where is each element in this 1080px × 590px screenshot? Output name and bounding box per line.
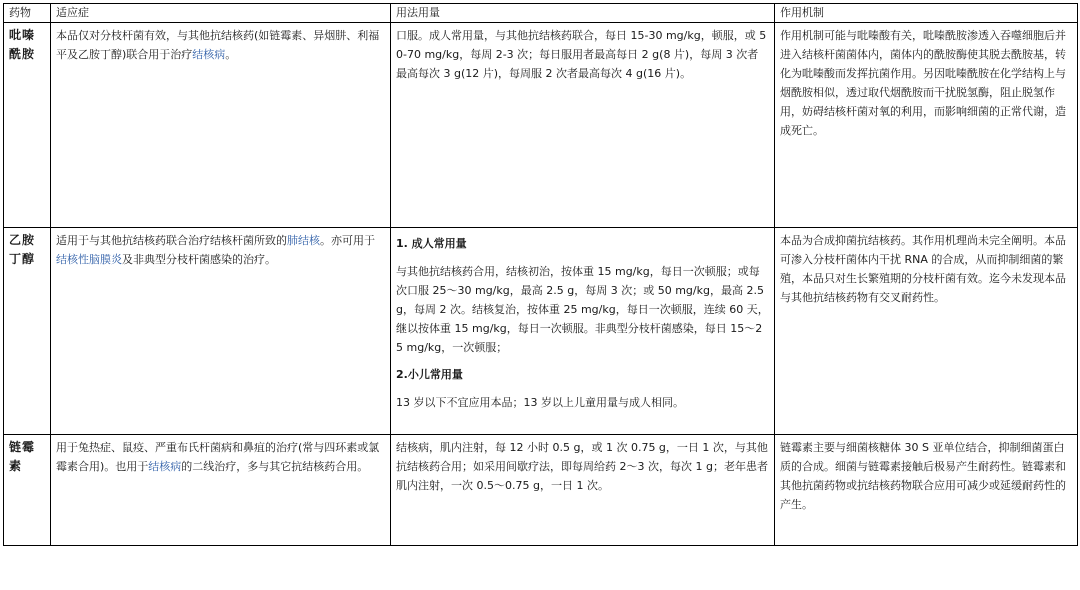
dosage-paragraph: 与其他抗结核药合用，结核初治，按体重 15 mg/kg，每日一次顿服；或每次口服 25～30 mg/kg，最高 2.5 g，每周 3 次；或 50 mg/kg，最高 2.5 g，每周 2 次。结核复治，按体重 25 mg/kg，每日一次顿服，连续 60 天，继以按体重 15 mg/kg，每日一次顿服。非典型分枝杆菌感染，每日 15～25 mg/kg，一次顿服； [396, 265, 769, 354]
indication-text: 适用于与其他抗结核药联合治疗结核杆菌所致的 [56, 234, 287, 247]
header-indication: 适应症 [51, 4, 391, 23]
indication-text: 。亦可用于 [320, 234, 375, 247]
table-row [4, 23, 1078, 228]
indication-tail: 。 [225, 48, 237, 61]
drug-name-cell: 链霉素 [4, 435, 51, 546]
mechanism-cell: 链霉素主要与细菌核糖体 30 S 亚单位结合，抑制细菌蛋白质的合成。细菌与链霉素接触后极易产生耐药性。链霉素和其他抗菌药物或抗结核药物联合应用可减少或延缓耐药性的产生。 [775, 435, 1078, 546]
tuberculosis-link[interactable]: 结核病 [192, 48, 226, 61]
dosage-subheading: 2.小儿常用量 [396, 368, 463, 381]
indication-cell [51, 435, 391, 546]
pulmonary-tuberculosis-link[interactable]: 肺结核 [287, 234, 320, 247]
drug-name-cell: 乙胺丁醇 [4, 228, 51, 435]
dosage-cell: 结核病，肌内注射，每 12 小时 0.5 g，或 1 次 0.75 g，一日 1 次，与其他抗结核药合用；如采用间歇疗法，即每周给药 2～3 次，每次 1 g；老年患者肌内注射，一次 0.5～0.75 g，一日 1 次。 [391, 435, 775, 546]
indication-text: 本品仅对分枝杆菌有效，与其他抗结核药(如链霉素、异烟肼、利福平及乙胺丁醇)联合用于治疗 [56, 29, 380, 61]
dosage-cell [391, 228, 775, 435]
indication-cell [51, 228, 391, 435]
drug-table [3, 3, 1078, 546]
indication-text: 及非典型分枝杆菌感染的治疗。 [122, 253, 276, 266]
header-drug: 药物 [4, 4, 51, 23]
header-mechanism: 作用机制 [775, 4, 1078, 23]
indication-text: 的二线治疗，多与其它抗结核药合用。 [181, 460, 369, 473]
tuberculous-meningitis-link[interactable]: 结核性脑膜炎 [56, 253, 122, 266]
header-row [4, 4, 1078, 23]
mechanism-cell: 本品为合成抑菌抗结核药。其作用机理尚未完全阐明。本品可渗入分枝杆菌体内干扰 RNA 的合成，从而抑制细菌的繁殖，本品只对生长繁殖期的分枝杆菌有效。迄今未发现本品与其他抗结核药物有交叉耐药性。 [775, 228, 1078, 435]
dosage-cell: 口服。成人常用量，与其他抗结核药联合，每日 15-30 mg/kg，顿服，或 50-70 mg/kg，每周 2-3 次；每日服用者最高每日 2 g(8 片)，每周 3 次者最高每次 3 g(12 片)，每周服 2 次者最高每次 4 g(16 片)。 [391, 23, 775, 228]
indication-text: 用于兔热症、鼠疫、严重布氏杆菌病和鼻疽的治疗(常与四环素或氯霉素合用)。也用于 [56, 441, 380, 473]
dosage-paragraph: 13 岁以下不宜应用本品；13 岁以上儿童用量与成人相同。 [396, 396, 684, 409]
drug-name-cell: 吡嗪酰胺 [4, 23, 51, 228]
mechanism-cell: 作用机制可能与吡嗪酸有关，吡嗪酰胺渗透入吞噬细胞后并进入结核杆菌菌体内，菌体内的酰胺酶使其脱去酰胺基，转化为吡嗪酸而发挥抗菌作用。另因吡嗪酰胺在化学结构上与烟酰胺相似，透过取代烟酰胺而干扰脱氢酶，阻止脱氢作用，妨碍结核杆菌对氧的利用，而影响细菌的正常代谢，造成死亡。 [775, 23, 1078, 228]
tuberculosis-link[interactable]: 结核病 [148, 460, 182, 473]
header-dosage: 用法用量 [391, 4, 775, 23]
table-row [4, 228, 1078, 435]
table-row [4, 435, 1078, 546]
indication-cell [51, 23, 391, 228]
dosage-subheading: 1. 成人常用量 [396, 237, 467, 250]
